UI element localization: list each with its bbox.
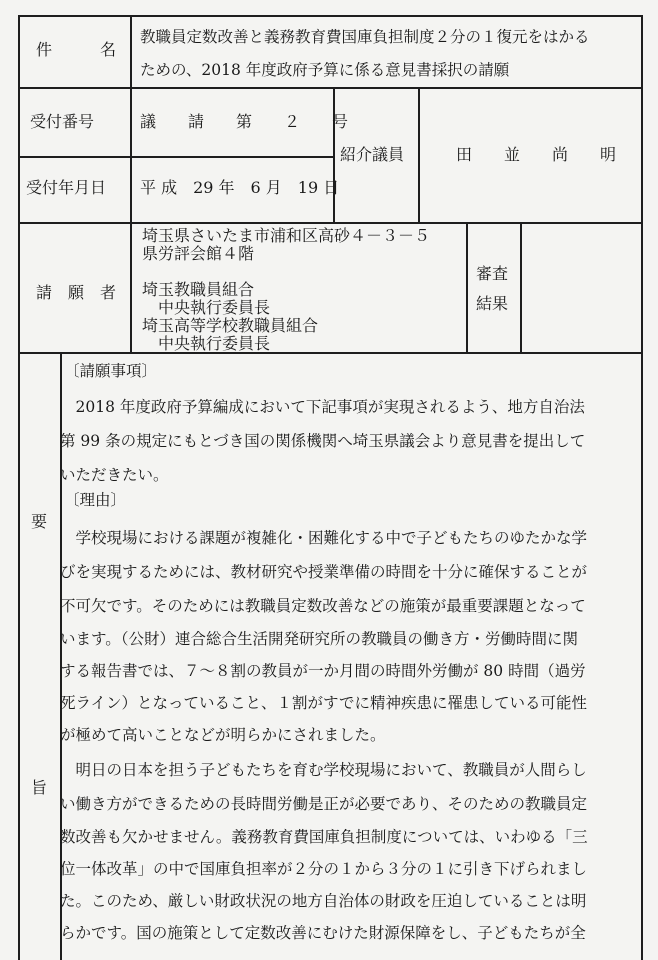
petitioner-address-1: 埼玉県さいたま市浦和区高砂４－３－５: [142, 226, 431, 245]
review-label-2: 結果: [476, 294, 509, 313]
introducer-name: 田 並 尚 明: [456, 145, 617, 164]
reason-line: 死ライン）となっていること、１割がすでに精神疾患に罹患している可能性: [60, 694, 588, 712]
reception-number-value: 議 請 第 ２ 号: [140, 112, 349, 131]
row-divider-4: [18, 352, 642, 354]
review-label-1: 審査: [476, 264, 509, 283]
reason-line: が極めて高いことなどが明らかにされました。: [60, 726, 386, 744]
reason-line: 位一体改革」の中で国庫負担率が２分の１から３分の１に引き下げられまし: [60, 860, 588, 878]
section-heading-reason: 〔理由〕: [64, 491, 127, 509]
petitioner-address-2: 県労評会館４階: [142, 244, 255, 263]
row-divider-1: [18, 87, 642, 89]
petitioner-title-1: 中央執行委員長: [142, 298, 271, 317]
row-divider-3: [18, 222, 642, 224]
subject-line-1: 教職員定数改善と義務教育費国庫負担制度２分の１復元をはかる: [140, 28, 590, 46]
reason-line: います。（公財）連合総合生活開発研究所の教職員の働き方・労働時間に関: [60, 630, 579, 648]
border-top: [18, 15, 642, 17]
subject-label: 件 名: [36, 40, 117, 59]
petitioner-org-1: 埼玉教職員組合: [142, 280, 255, 299]
reason-line: 数改善も欠かせません。義務教育費国庫負担制度については、いわゆる「三: [60, 828, 588, 846]
side-label-gist-1: 要: [31, 512, 48, 531]
request-line: いただきたい。: [60, 466, 169, 484]
reason-line: 明日の日本を担う子どもたちを育む学校現場において、教職員が人間らし: [60, 761, 587, 779]
reason-line: する報告書では、７～８割の教員が一か月間の時間外労働が 80 時間（過労: [60, 662, 586, 680]
section-heading-request: 〔請願事項〕: [64, 362, 158, 380]
reason-line: た。このため、厳しい財政状況の地方自治体の財政を圧迫していることは明: [60, 892, 587, 910]
reason-line: びを実現するためには、教材研究や授業準備の時間を十分に確保することが: [60, 563, 588, 581]
introducer-col-left: [333, 87, 335, 223]
side-label-gist-2: 旨: [31, 778, 48, 797]
reception-date-value: 平 成 29 年 6 月 19 日: [140, 178, 340, 197]
reason-line: らかです。国の施策として定数改善にむけた財源保障をし、子どもたちが全: [60, 924, 586, 942]
introducer-label: 紹介議員: [340, 145, 405, 164]
petitioner-label: 請 願 者: [36, 283, 117, 302]
petitioner-title-2: 中央執行委員長: [142, 334, 271, 353]
review-col-right: [520, 222, 522, 353]
request-line: 2018 年度政府予算編成において下記事項が実現されるよう、地方自治法: [60, 398, 585, 416]
reason-line: 不可欠です。そのためには教職員定数改善などの施策が最重要課題となって: [60, 597, 586, 615]
label-col-divider: [130, 15, 132, 353]
reason-line: 学校現場における課題が複雑化・困難化する中で子どもたちのゆたかな学: [60, 529, 588, 547]
request-line: 第 99 条の規定にもとづき国の関係機関へ埼玉県議会より意見書を提出して: [60, 432, 586, 450]
border-left: [18, 15, 20, 960]
subject-line-2: ための、2018 年度政府予算に係る意見書採択の請願: [140, 61, 510, 79]
review-col-left: [466, 222, 468, 353]
petitioner-org-2: 埼玉高等学校教職員組合: [142, 316, 319, 335]
reason-line: い働き方ができるための長時間労働是正が必要であり、そのための教職員定: [60, 795, 588, 813]
row-divider-2: [18, 156, 333, 158]
reception-number-label: 受付番号: [30, 112, 95, 131]
reception-date-label: 受付年月日: [26, 178, 107, 197]
introducer-col-right: [418, 87, 420, 223]
